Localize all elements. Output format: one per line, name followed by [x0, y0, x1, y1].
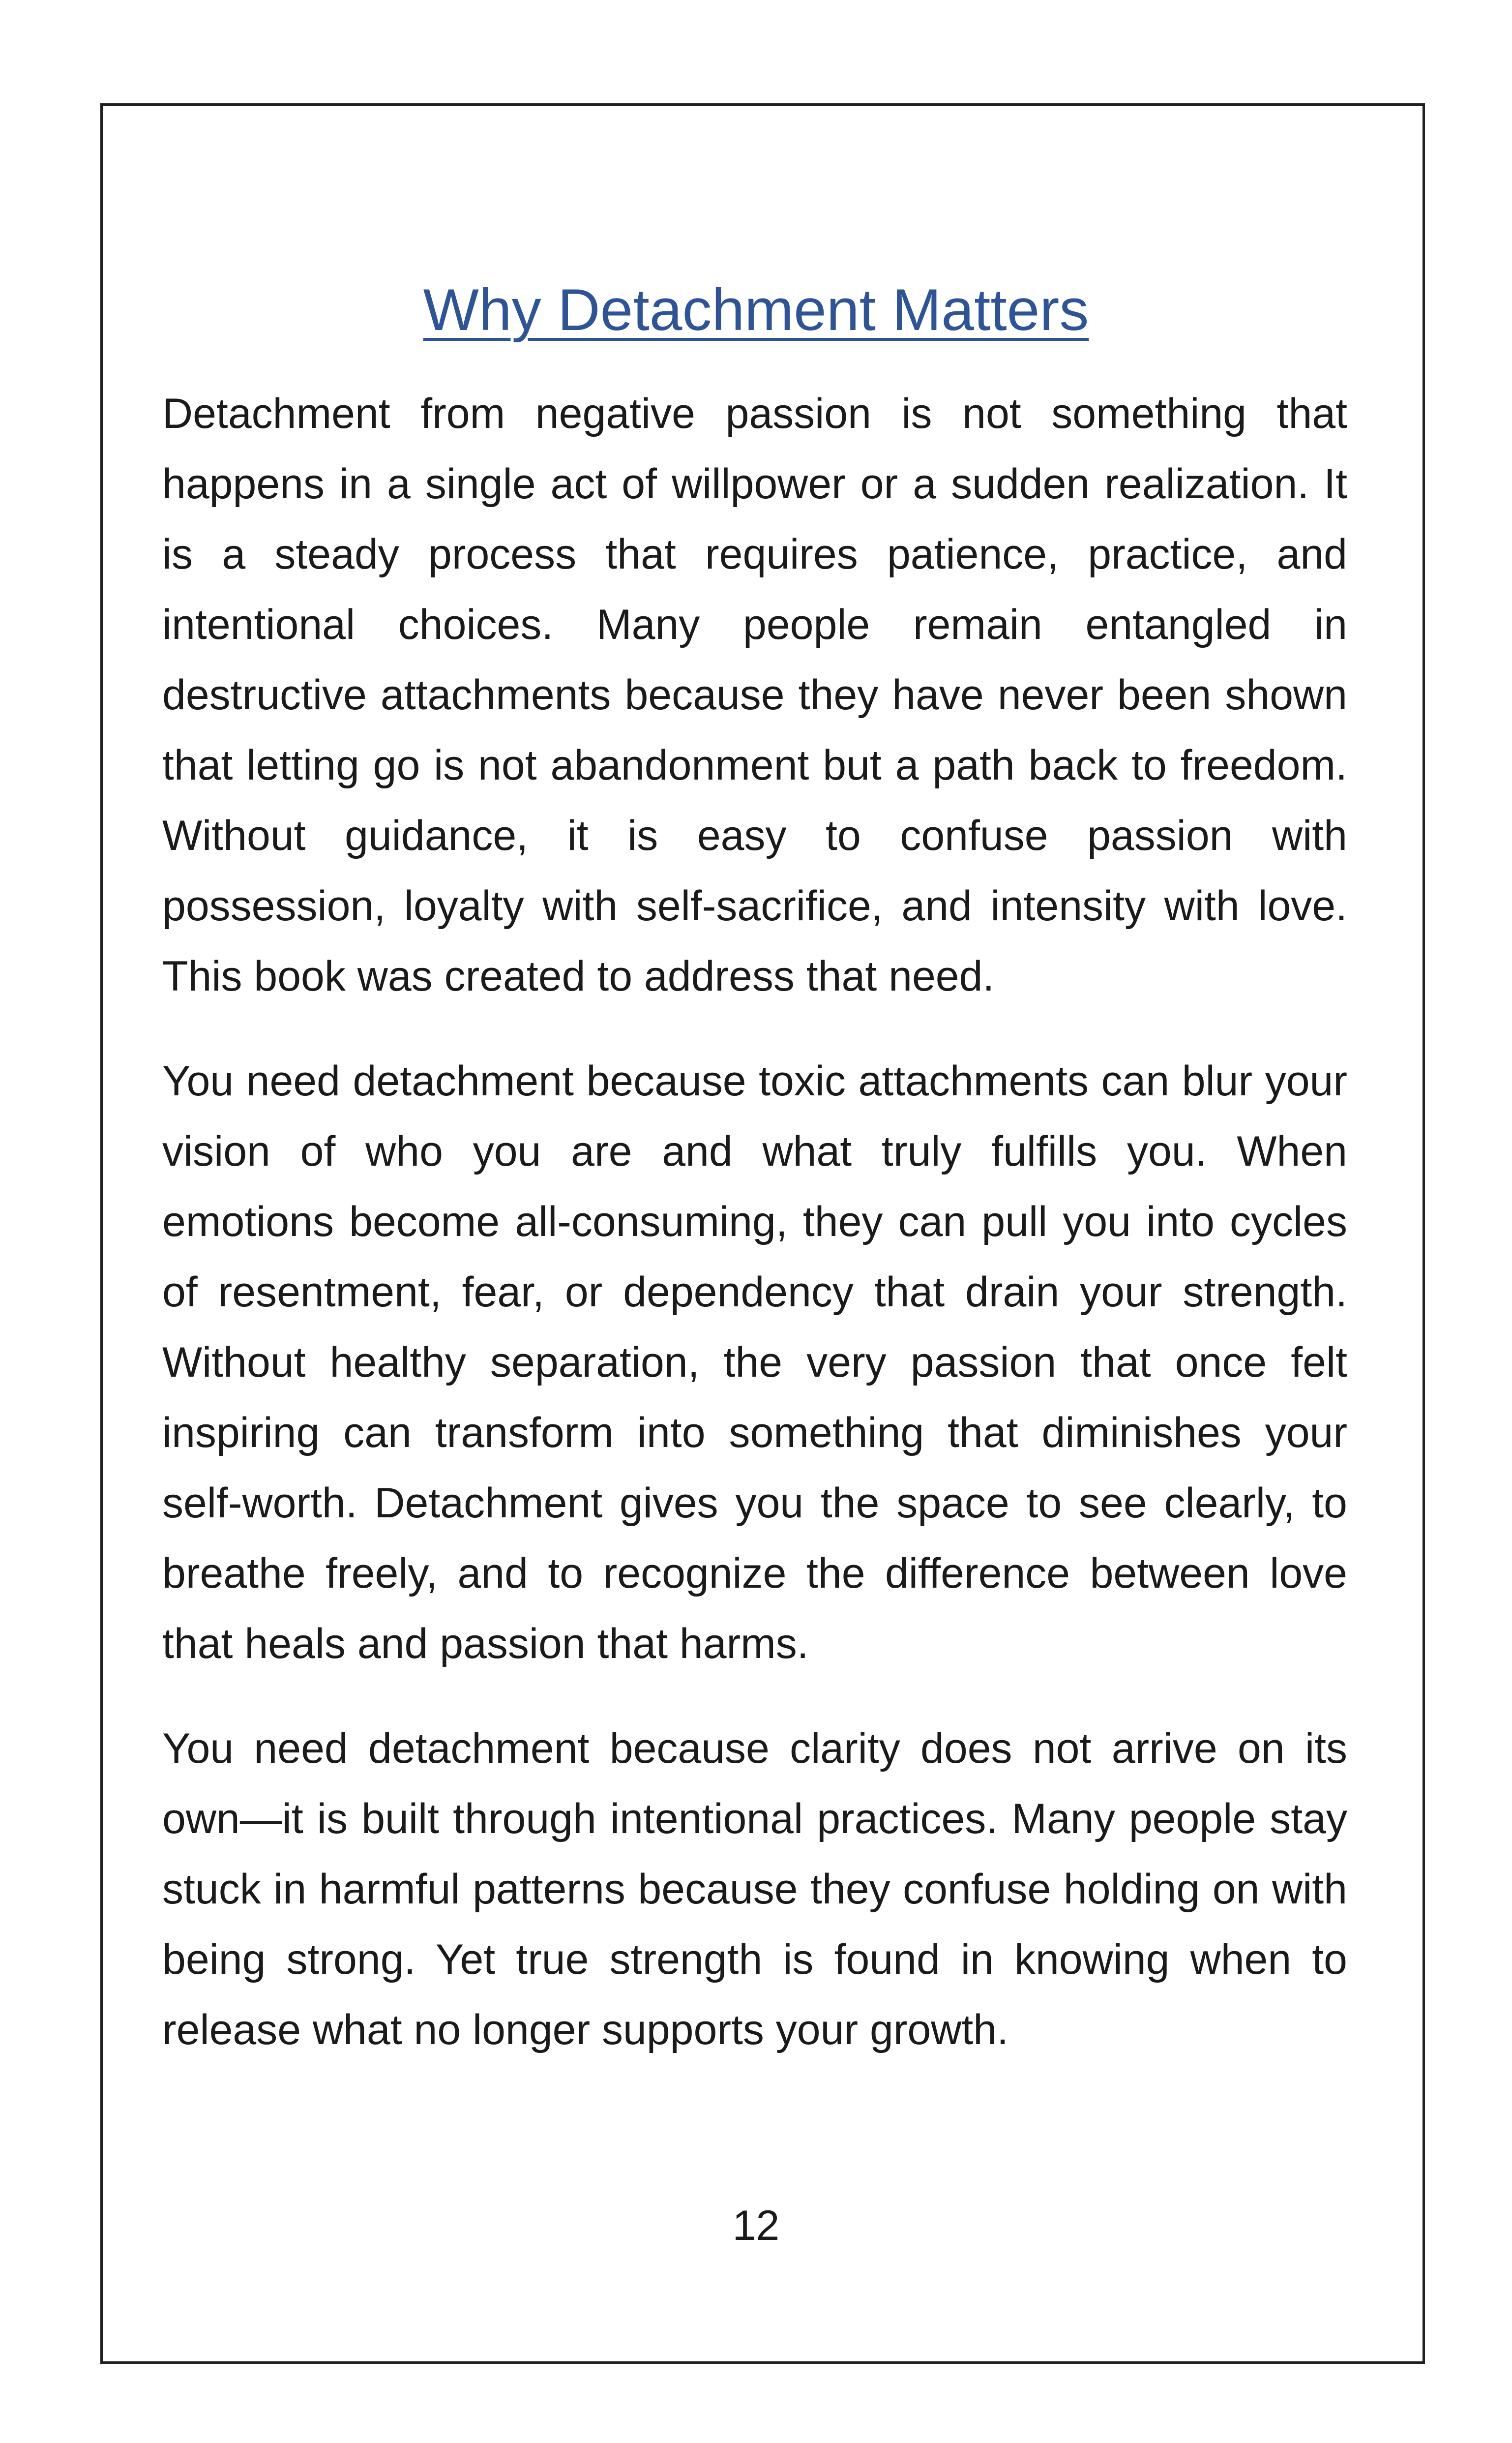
paragraph-3: You need detachment because clarity does not arrive on its own—it is built through intentional practices. Many people stay stuck in harmful patterns because they confuse holding on with being strong. Yet true strength is found in knowing when to release what no longer supports your growth. — [162, 1725, 1347, 2053]
body-text — [162, 379, 1347, 2100]
paragraph-1: Detachment from negative passion is not something that happens in a single act of willpower or a sudden realization. It is a steady process that requires patience, practice, and intentional choices. Many people remain entangled in destructive attachments because they have never been shown that letting go is not abandonment but a path back to freedom. Without guidance, it is easy to confuse passion with possession, loyalty with self-sacrifice, and intensity with love. This book was created to address that need. — [162, 390, 1347, 1000]
page-number: 12 — [732, 2202, 780, 2249]
paragraph-2: You need detachment because toxic attachments can blur your vision of who you are and what truly fulfills you. When emotions become all-consuming, they can pull you into cycles of resentment, fear, or dependency that drain your strength. Without healthy separation, the very passion that once felt inspiring can transform into something that diminishes your self-worth. Detachment gives you the space to see clearly, to breathe freely, and to recognize the difference between love that heals and passion that harms. — [162, 1057, 1347, 1667]
chapter-title: Why Detachment Matters — [423, 277, 1089, 343]
